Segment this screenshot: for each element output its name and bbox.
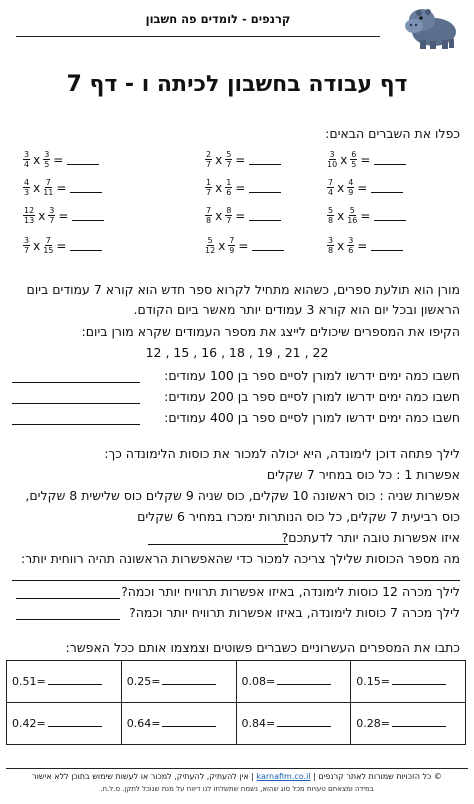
fraction: $\frac{5}{7}$ <box>226 150 232 169</box>
footer-note: במידה ומצאתם טעויות מכל סוג שהוא, נשמח שתשלחו לנו דיווח על מנת שנוכל לתקן. ס.ל.ח. <box>100 785 374 793</box>
footer-text: | אין להעתיק, להעתיק, למכור או לעשות שימוש בתוכן ללא אישור <box>32 772 257 781</box>
answer-line[interactable] <box>12 403 140 404</box>
equals-sign: = <box>357 180 368 195</box>
equals-sign: = <box>360 152 371 167</box>
multiply-sign: x <box>33 180 41 195</box>
fraction-problem <box>22 178 102 197</box>
fraction: $\frac{7}{4}$ <box>328 178 334 197</box>
answer-line[interactable] <box>16 619 120 620</box>
lemonade-option-2: אפשרות שניה : כוס ראשונה 10 שקלים, כוס שניה 9 שקלים כוס שלישית 8 שקלים, <box>25 488 460 503</box>
multiply-sign: x <box>33 152 41 167</box>
answer-line[interactable] <box>249 183 281 193</box>
fraction: $\frac{7}{11}$ <box>43 178 54 197</box>
answer-line[interactable] <box>16 598 120 599</box>
footer-divider <box>6 768 468 769</box>
fraction-problem <box>204 150 281 169</box>
footer-site-link[interactable]: karnafim.co.il <box>256 772 311 781</box>
fraction: $\frac{3}{10}$ <box>327 150 338 169</box>
decimal-prompt: 0.51= <box>12 675 46 688</box>
fraction: $\frac{3}{8}$ <box>328 236 334 255</box>
answer-line[interactable] <box>48 717 102 727</box>
equals-sign: = <box>357 238 368 253</box>
decimal-table <box>6 660 466 745</box>
fraction-problem <box>326 178 403 197</box>
site-name: קרנפים - לומדים פה חשבון <box>145 12 291 26</box>
fraction: $\frac{7}{15}$ <box>43 236 54 255</box>
decimal-instruction: כתבו את המספרים העשרוניים כשברים פשוטים וצמצמו אותם ככל האפשר: <box>65 640 460 655</box>
decimal-prompt: 0.42= <box>12 717 46 730</box>
decimal-cell[interactable] <box>7 661 122 703</box>
fraction: $\frac{6}{5}$ <box>351 150 357 169</box>
multiply-sign: x <box>215 180 223 195</box>
answer-line[interactable] <box>252 241 284 251</box>
fraction-problem <box>22 150 99 169</box>
equals-sign: = <box>235 180 246 195</box>
answer-line[interactable] <box>162 675 216 685</box>
equals-sign: = <box>238 238 249 253</box>
reading-question-2: חשבו כמה ימים ידרשו למורן לסיים ספר בן 200 עמודים: <box>164 389 460 404</box>
equals-sign: = <box>53 152 64 167</box>
answer-line[interactable] <box>277 717 331 727</box>
equals-sign: = <box>56 238 67 253</box>
answer-line[interactable] <box>374 155 406 165</box>
answer-line[interactable] <box>148 544 288 545</box>
answer-line[interactable] <box>371 183 403 193</box>
decimal-prompt: 0.25= <box>126 675 161 688</box>
lemonade-question-1: איזו אפשרות טובה יותר לדעתכם? <box>281 530 460 545</box>
equals-sign: = <box>56 180 67 195</box>
fraction: $\frac{3}{7}$ <box>49 206 55 225</box>
footer-copyright <box>6 772 468 781</box>
lemonade-option-1: אפשרות 1 : כל כוס במחיר 7 שקלים <box>266 467 460 482</box>
decimal-cell[interactable] <box>121 703 236 745</box>
decimal-prompt: 0.28= <box>356 717 390 730</box>
fraction-problem <box>326 236 403 255</box>
fraction: $\frac{1}{6}$ <box>226 178 232 197</box>
answer-line[interactable] <box>162 717 216 727</box>
fraction: $\frac{7}{9}$ <box>229 236 235 255</box>
multiply-sign: x <box>215 152 223 167</box>
fraction: $\frac{3}{5}$ <box>44 150 50 169</box>
answer-line[interactable] <box>48 675 102 685</box>
equals-sign: = <box>58 208 69 223</box>
reading-text-1: מורן הוא תולעת ספרים, כשהוא מתחיל לקרוא ספר חדש הוא קורא 7 עמודים ביום <box>26 282 460 297</box>
answer-line[interactable] <box>12 382 140 383</box>
answer-line[interactable] <box>72 211 104 221</box>
fraction: $\frac{3}{4}$ <box>24 150 30 169</box>
header-divider <box>16 36 380 37</box>
fraction: $\frac{2}{7}$ <box>206 150 212 169</box>
decimal-prompt: 0.84= <box>241 717 276 730</box>
fraction: $\frac{3}{6}$ <box>348 236 354 255</box>
multiply-sign: x <box>33 238 41 253</box>
multiply-sign: x <box>337 180 345 195</box>
table-row <box>7 703 466 745</box>
lemonade-option-2-cont: כוס רביעית 7 שקלים, כל כוס הנותרות ימכרו במחיר 6 שקלים <box>137 509 460 524</box>
lemonade-question-4: לילך מכרה 7 כוסות לימונדה, באיזו אפשרות תרוויח יותר וכמה? <box>129 605 460 620</box>
decimal-cell[interactable] <box>236 661 351 703</box>
multiply-sign: x <box>337 208 345 223</box>
answer-line[interactable] <box>392 675 446 685</box>
fraction: $\frac{5}{16}$ <box>347 206 358 225</box>
decimal-cell[interactable] <box>7 703 122 745</box>
decimal-prompt: 0.08= <box>241 675 276 688</box>
reading-question-3: חשבו כמה ימים ידרשו למורן לסיים ספר בן 400 עמודים: <box>164 410 460 425</box>
multiply-instruction: כפלו את השברים הבאים: <box>325 126 460 141</box>
answer-line[interactable] <box>70 183 102 193</box>
reading-question-1: חשבו כמה ימים ידרשו למורן לסיים ספר בן 100 עמודים: <box>164 368 460 383</box>
hippo-icon <box>404 4 462 50</box>
answer-line[interactable] <box>70 241 102 251</box>
answer-line[interactable] <box>374 211 406 221</box>
reading-text-3: הקיפו את המספרים שיכולים לייצג את מספר העמודים שקרא מורן ביום: <box>81 324 460 339</box>
answer-line[interactable] <box>277 675 331 685</box>
answer-line[interactable] <box>12 580 460 581</box>
fraction: $\frac{12}{13}$ <box>24 206 35 225</box>
decimal-cell[interactable] <box>351 703 466 745</box>
multiply-sign: x <box>215 208 223 223</box>
decimal-prompt: 0.64= <box>126 717 161 730</box>
equals-sign: = <box>235 208 246 223</box>
fraction: $\frac{5}{8}$ <box>328 206 334 225</box>
answer-line[interactable] <box>249 155 281 165</box>
page-title: דף עבודה בחשבון לכיתה ו - דף 7 <box>66 72 408 97</box>
fraction-problem <box>204 206 281 225</box>
page-numbers-list: 12 , 15 , 16 , 18 , 19 , 21 , 22 <box>145 345 329 360</box>
decimal-cell[interactable] <box>351 661 466 703</box>
fraction-problem <box>22 236 102 255</box>
answer-line[interactable] <box>12 424 140 425</box>
fraction: $\frac{8}{7}$ <box>226 206 232 225</box>
fraction: $\frac{1}{7}$ <box>206 178 212 197</box>
fraction: $\frac{4}{3}$ <box>24 178 30 197</box>
multiply-sign: x <box>218 238 226 253</box>
lemonade-question-2: מה מספר הכוסות שלילך צריכה למכור כדי שהאפשרות הראשונה תהיה רווחית יותר: <box>20 551 460 566</box>
multiply-sign: x <box>337 238 345 253</box>
answer-line[interactable] <box>392 717 446 727</box>
footer-text: © כל הזכויות שמורות לאתר קרנפים | <box>310 772 442 781</box>
fraction-problem <box>204 236 284 255</box>
decimal-cell[interactable] <box>121 661 236 703</box>
answer-line[interactable] <box>67 155 99 165</box>
fraction-problem <box>326 150 406 169</box>
equals-sign: = <box>360 208 371 223</box>
table-row <box>7 661 466 703</box>
decimal-cell[interactable] <box>236 703 351 745</box>
fraction-problem <box>22 206 104 225</box>
multiply-sign: x <box>340 152 348 167</box>
lemonade-text-1: לילך פתחה דוכן לימונדה, היא יכולה למכור את כוסות הלימונדה כך: <box>104 446 460 461</box>
fraction: $\frac{7}{8}$ <box>206 206 212 225</box>
fraction-problem <box>326 206 406 225</box>
fraction: $\frac{4}{9}$ <box>348 178 354 197</box>
multiply-sign: x <box>38 208 46 223</box>
equals-sign: = <box>235 152 246 167</box>
fraction: $\frac{3}{7}$ <box>24 236 30 255</box>
fraction: $\frac{5}{12}$ <box>205 236 216 255</box>
fraction-problem <box>204 178 281 197</box>
answer-line[interactable] <box>371 241 403 251</box>
lemonade-question-3: לילך מכרה 12 כוסות לימונדה, באיזו אפשרות תרוויח יותר וכמה? <box>121 584 460 599</box>
decimal-prompt: 0.15= <box>356 675 390 688</box>
answer-line[interactable] <box>249 211 281 221</box>
reading-text-2: הראשון ובכל יום הוא קורא 3 עמודים יותר מאשר ביום הקודם. <box>133 302 460 317</box>
